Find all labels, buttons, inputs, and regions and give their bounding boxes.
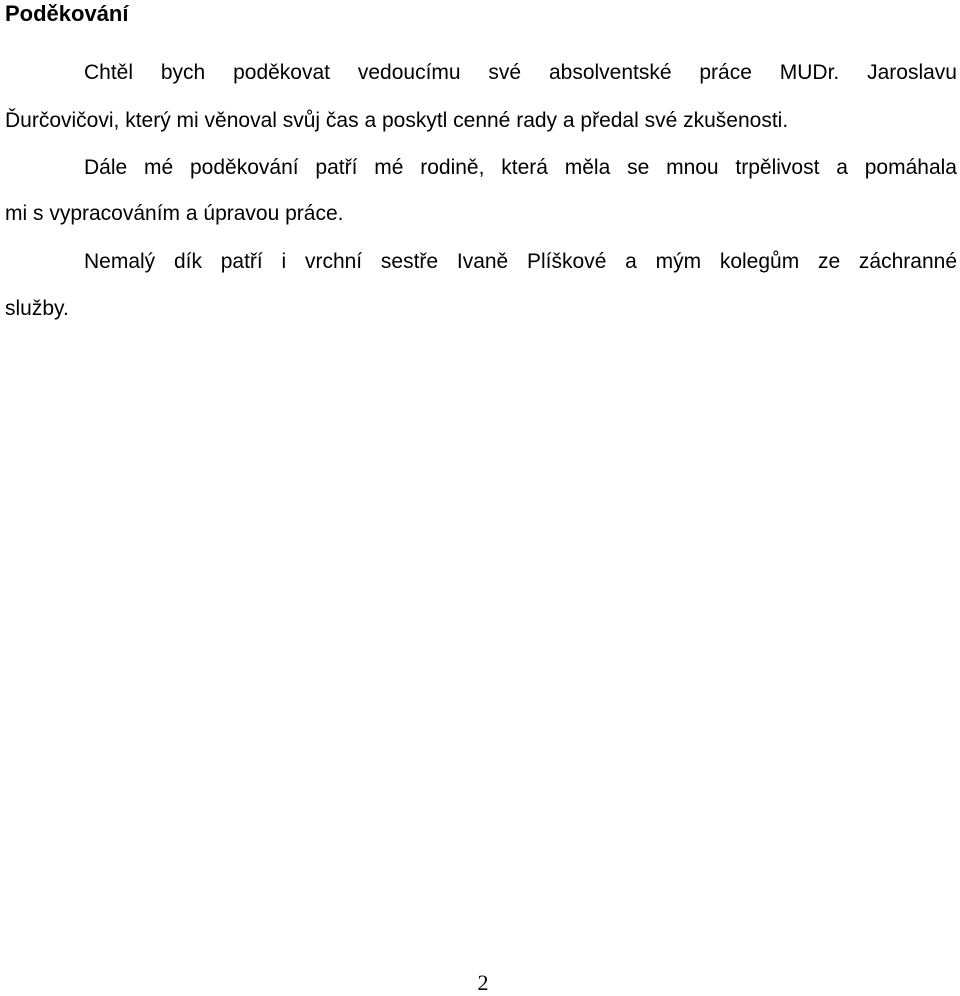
paragraph-line: Dále mé poděkování patří mé rodině, která měla se mnou trpělivost a pomáhala	[84, 156, 957, 179]
page-heading: Poděkování	[5, 1, 129, 26]
page-number: 2	[477, 970, 489, 995]
paragraph-line: Nemalý dík patří i vrchní sestře Ivaně Plíškové a mým kolegům ze záchranné	[84, 250, 957, 273]
paragraph-line: Ďurčovičovi, který mi věnoval svůj čas a poskytl cenné rady a předal své zkušenosti.	[5, 109, 789, 132]
paragraph-line: mi s vypracováním a úpravou práce.	[5, 202, 344, 225]
paragraph-line: Chtěl bych poděkovat vedoucímu své absolventské práce MUDr. Jaroslavu	[84, 61, 957, 84]
paragraph-line: služby.	[5, 297, 69, 320]
